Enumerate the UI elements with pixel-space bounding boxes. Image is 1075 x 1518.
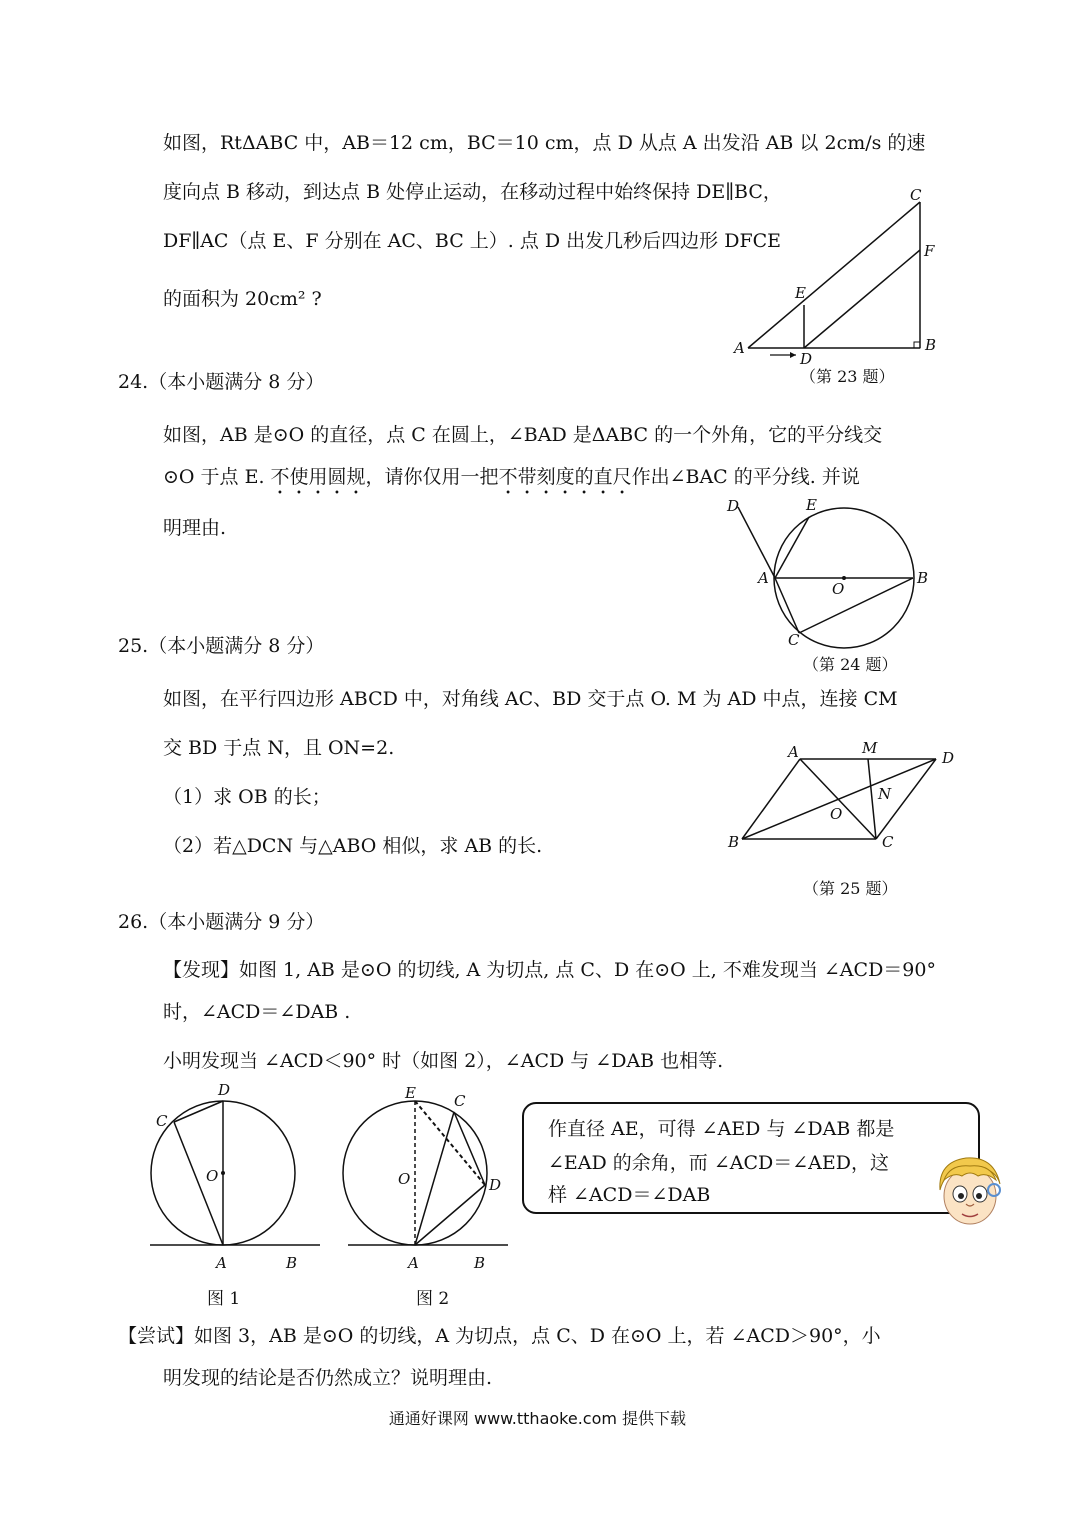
line-DF — [804, 250, 920, 348]
q26-try-line2: 明发现的结论是否仍然成立？说明理由. — [163, 1367, 493, 1389]
q24-label-A: A — [758, 569, 769, 587]
q24-text-line1: 如图，AB 是⊙O 的直径，点 C 在圆上，∠BAD 是ΔABC 的一个外角，它的平分线交 — [163, 424, 883, 446]
fig2-label-C: C — [454, 1092, 466, 1110]
chord-CD — [174, 1101, 223, 1122]
q24-caption: （第 24 题） — [803, 655, 898, 674]
q26-text-line3: 小明发现当 ∠ACD＜90° 时（如图 2），∠ACD 与 ∠DAB 也相等. — [163, 1050, 724, 1072]
chord-AC — [415, 1112, 454, 1245]
q25-text-line2: 交 BD 于点 N，且 ON=2. — [163, 737, 395, 759]
q25-label-N: N — [878, 785, 892, 803]
q25-caption: （第 25 题） — [803, 879, 898, 898]
fig1-label-A: A — [216, 1254, 227, 1272]
q26-try-line1: 【尝试】如图 3，AB 是⊙O 的切线，A 为切点，点 C、D 在⊙O 上，若 ∠ACD＞90°，小 — [118, 1325, 881, 1347]
q25-label-A: A — [788, 743, 799, 761]
fig1-label-B: B — [286, 1254, 298, 1272]
q24-label-B: B — [917, 569, 929, 587]
q24-label-O: O — [832, 580, 845, 598]
q24-label-C: C — [788, 631, 800, 649]
q25-label-C: C — [882, 833, 894, 851]
q23-text-line1: 如图，RtΔABC 中，AB＝12 cm，BC＝10 cm，点 D 从点 A 出发沿 AB 以 2cm/s 的速 — [163, 132, 926, 154]
q25-figure — [722, 735, 962, 855]
fig1-caption: 图 1 — [207, 1289, 241, 1309]
q24-text-line2: ⊙O 于点 E. 不使用圆规，请你仅用一把不带刻度的直尺作出∠BAC 的平分线. 并说 — [163, 466, 860, 488]
q26-figure1 — [140, 1078, 330, 1278]
q25-text-line1: 如图，在平行四边形 ABCD 中，对角线 AC、BD 交于点 O. M 为 AD 中点，连接 CM — [163, 688, 898, 710]
q25-part1: （1）求 OB 的长； — [163, 786, 331, 808]
q25-part2: （2）若△DCN 与△ABO 相似，求 AB 的长. — [163, 835, 543, 857]
fig2-label-B: B — [474, 1254, 486, 1272]
fig2-label-A: A — [408, 1254, 419, 1272]
q24-figure — [720, 495, 940, 655]
q23-text-line2: 度向点 B 移动，到达点 B 处停止运动，在移动过程中始终保持 DE∥BC， — [163, 181, 782, 203]
q24-heading: 24.（本小题满分 8 分） — [118, 371, 325, 393]
q26-text-line2: 时，∠ACD＝∠DAB . — [163, 1001, 351, 1023]
segment-ED — [415, 1101, 485, 1185]
callout-line3: 样 ∠ACD＝∠DAB — [548, 1184, 711, 1206]
ray-AD — [738, 507, 775, 578]
q23-text-line4: 的面积为 20cm² ? — [163, 288, 322, 310]
q23-label-E: E — [795, 284, 806, 302]
q23-label-F: F — [924, 242, 935, 260]
cartoon-boy-illustration — [930, 1150, 1010, 1230]
callout-line2: ∠EAD 的余角，而 ∠ACD＝∠AED，这 — [548, 1152, 889, 1174]
chord-AE — [775, 517, 809, 578]
fig1-label-O: O — [206, 1167, 219, 1185]
line-AC — [748, 202, 920, 348]
fig2-caption: 图 2 — [416, 1289, 450, 1309]
q23-label-A: A — [734, 339, 745, 357]
q25-label-B: B — [728, 833, 740, 851]
chord-CD — [454, 1112, 485, 1185]
fig1-label-C: C — [156, 1112, 168, 1130]
q26-text-line1: 【发现】如图 1, AB 是⊙O 的切线, A 为切点, 点 C、D 在⊙O 上, 不难发现当 ∠ACD＝90° — [163, 959, 936, 981]
q25-heading: 25.（本小题满分 8 分） — [118, 635, 325, 657]
q23-label-B: B — [925, 336, 937, 354]
q23-caption: （第 23 题） — [800, 367, 895, 386]
footer-download-note: 通通好课网 www.tthaoke.com 提供下载 — [388, 1409, 687, 1428]
motion-arrowhead — [790, 352, 796, 358]
q23-text-line3: DF∥AC（点 E、F 分别在 AC、BC 上）. 点 D 出发几秒后四边形 DFCE — [163, 230, 782, 252]
right-angle-mark — [914, 342, 920, 348]
hint-callout — [522, 1102, 980, 1214]
fig1-label-D: D — [218, 1081, 231, 1099]
q26-heading: 26.（本小题满分 9 分） — [118, 911, 325, 933]
fig2-label-O: O — [398, 1170, 411, 1188]
callout-line1: 作直径 AE，可得 ∠AED 与 ∠DAB 都是 — [548, 1118, 895, 1140]
q26-figure2 — [340, 1078, 520, 1278]
segment-CM — [868, 759, 876, 839]
q25-label-D: D — [942, 749, 955, 767]
q24-label-D: D — [727, 497, 740, 515]
chord-AC — [775, 578, 799, 633]
q25-label-O: O — [830, 805, 843, 823]
q23-label-D: D — [800, 350, 813, 368]
center-dot — [221, 1171, 225, 1175]
fig2-label-D: D — [489, 1176, 502, 1194]
q24-label-E: E — [806, 496, 817, 514]
q23-figure — [730, 180, 950, 370]
q24-text-line3: 明理由. — [163, 517, 227, 539]
q23-label-C: C — [910, 186, 922, 204]
q25-label-M: M — [862, 739, 878, 757]
fig2-label-E: E — [405, 1084, 416, 1102]
